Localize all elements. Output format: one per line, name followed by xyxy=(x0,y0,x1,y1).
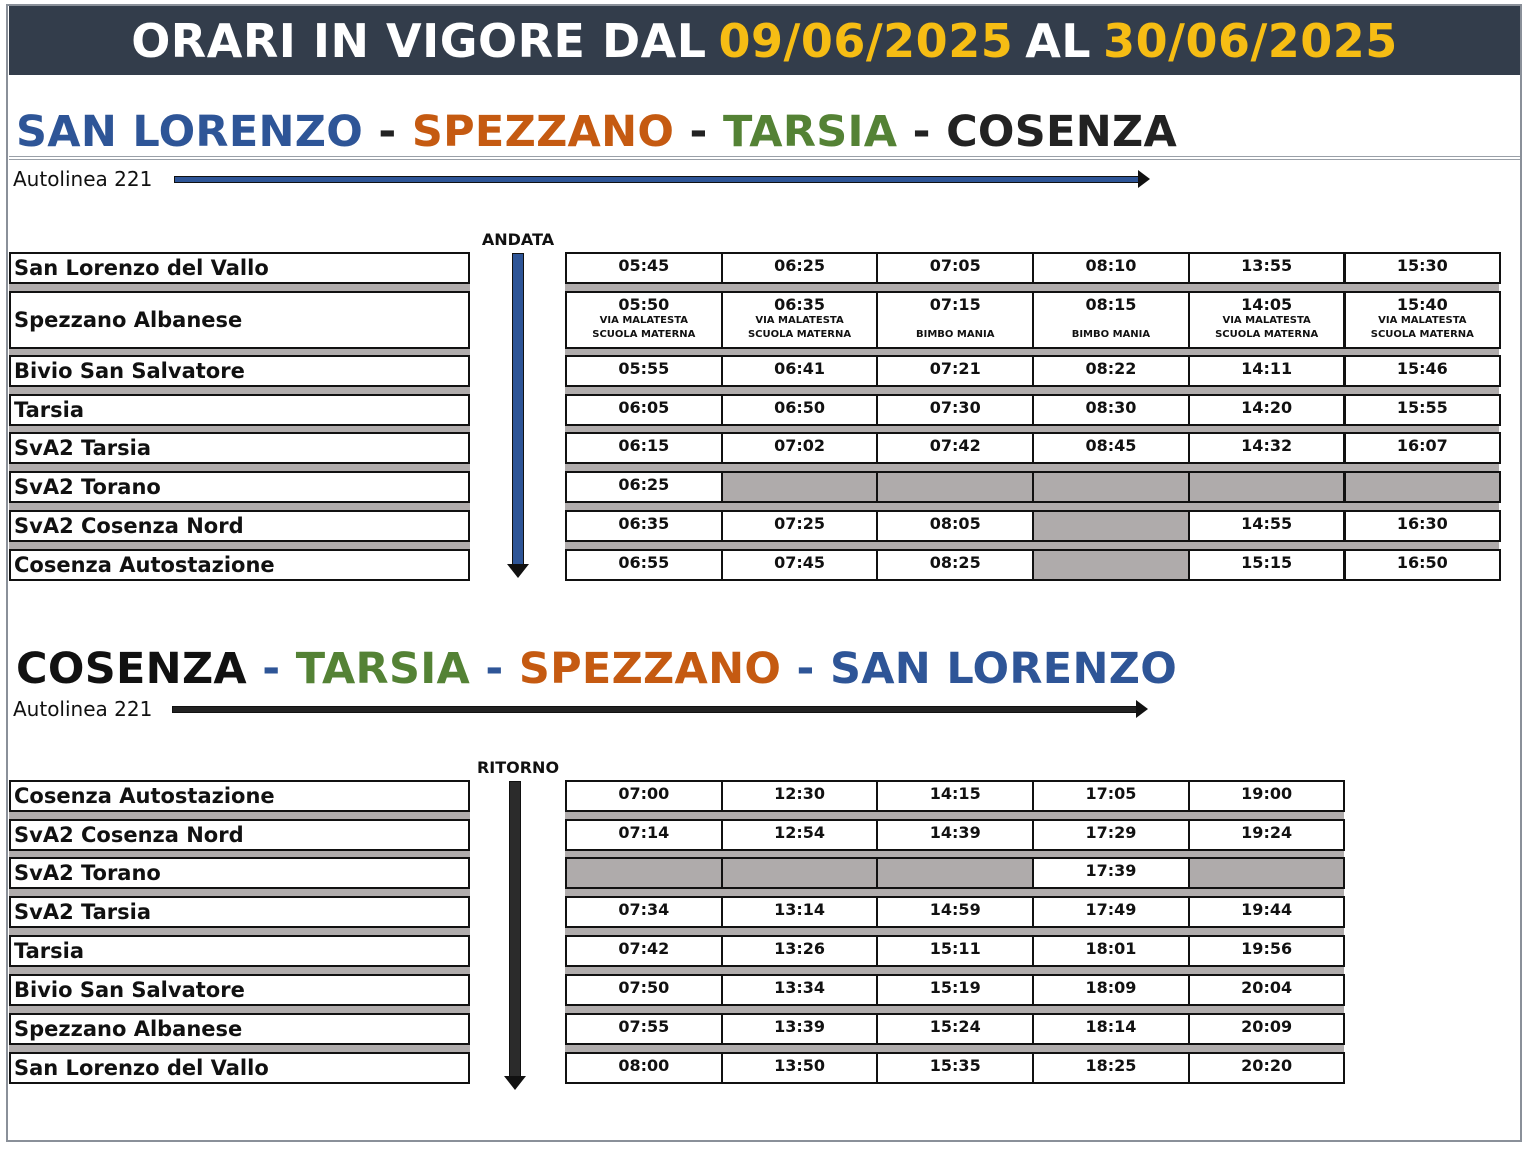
outbound-time-cell xyxy=(721,549,879,581)
inbound-times-gap xyxy=(565,967,1344,974)
outbound-time-cell xyxy=(721,432,879,464)
outbound-time-cell xyxy=(565,291,723,349)
outbound-arrow-down-icon xyxy=(507,253,529,578)
outbound-time-value: 15:15 xyxy=(1241,553,1293,572)
outbound-time-cell xyxy=(1188,510,1346,542)
inbound-direction-label: RITORNO xyxy=(476,758,560,777)
inbound-time-cell xyxy=(565,935,723,967)
outbound-time-cell xyxy=(876,291,1034,349)
inbound-title-part3: SPEZZANO xyxy=(518,644,782,694)
inbound-title-sep1: - xyxy=(247,644,296,694)
inbound-times-gap xyxy=(565,1006,1344,1013)
inbound-stop-row: Spezzano Albanese xyxy=(9,1013,470,1045)
outbound-stop-row: SvA2 Torano xyxy=(9,471,470,503)
outbound-times-gap xyxy=(565,387,1499,394)
inbound-time-value: 19:56 xyxy=(1241,939,1293,958)
inbound-stop-row: Tarsia xyxy=(9,935,470,967)
outbound-time-note: SCUOLA MATERNA xyxy=(747,329,852,340)
inbound-title-sep3: - xyxy=(781,644,830,694)
inbound-time-cell xyxy=(1032,780,1190,812)
outbound-time-cell xyxy=(1188,355,1346,387)
inbound-time-cell xyxy=(721,780,879,812)
outbound-time-note: SCUOLA MATERNA xyxy=(592,329,696,340)
outbound-time-value: 15:30 xyxy=(1396,256,1448,275)
outbound-title-sep3: - xyxy=(897,107,947,157)
inbound-times-gap xyxy=(565,928,1344,935)
date-from: 09/06/2025 xyxy=(718,13,1014,68)
outbound-time-cell xyxy=(876,394,1034,426)
inbound-time-cell xyxy=(1032,819,1190,851)
header-middle: AL xyxy=(1025,13,1092,68)
inbound-time-cell xyxy=(565,780,723,812)
outbound-title-sep2: - xyxy=(674,107,723,157)
outbound-separator xyxy=(9,156,1520,160)
inbound-time-value: 19:44 xyxy=(1241,900,1293,919)
inbound-time-cell xyxy=(876,857,1034,889)
inbound-time-value: 18:14 xyxy=(1085,1017,1137,1036)
inbound-time-cell xyxy=(876,819,1034,851)
inbound-stop-gap xyxy=(9,1045,470,1052)
outbound-title-part2: SPEZZANO xyxy=(411,107,675,157)
inbound-time-value: 15:35 xyxy=(929,1056,981,1075)
outbound-time-cell xyxy=(1344,432,1502,464)
inbound-time-cell xyxy=(1032,896,1190,928)
inbound-stop-row: Cosenza Autostazione xyxy=(9,780,470,812)
outbound-time-cell xyxy=(1032,510,1190,542)
outbound-stop-row: Tarsia xyxy=(9,394,470,426)
inbound-time-value: 15:19 xyxy=(929,978,981,997)
inbound-time-cell xyxy=(721,974,879,1006)
outbound-time-note: VIA MALATESTA xyxy=(1222,315,1311,326)
outbound-time-value: 07:30 xyxy=(929,398,981,417)
inbound-time-value: 07:42 xyxy=(618,939,670,958)
outbound-time-cell xyxy=(1032,394,1190,426)
outbound-stop-gap xyxy=(9,464,470,471)
outbound-time-cell xyxy=(565,252,723,284)
inbound-time-cell xyxy=(1032,935,1190,967)
inbound-stop-gap xyxy=(9,812,470,819)
inbound-title-part4: SAN LORENZO xyxy=(829,644,1178,694)
inbound-route-title xyxy=(16,644,1177,694)
outbound-time-value: 16:07 xyxy=(1396,436,1448,455)
validity-header xyxy=(9,6,1520,75)
outbound-time-value: 15:40 xyxy=(1396,295,1448,314)
inbound-time-value: 14:15 xyxy=(929,784,981,803)
inbound-time-cell xyxy=(1032,857,1190,889)
inbound-time-cell xyxy=(876,974,1034,1006)
outbound-stop-row: San Lorenzo del Vallo xyxy=(9,252,470,284)
outbound-time-cell xyxy=(1032,549,1190,581)
inbound-title-part2: TARSIA xyxy=(295,644,471,694)
inbound-stop-row: SvA2 Tarsia xyxy=(9,896,470,928)
outbound-time-cell xyxy=(721,471,879,503)
inbound-time-value: 17:49 xyxy=(1085,900,1137,919)
outbound-stop-row: Cosenza Autostazione xyxy=(9,549,470,581)
inbound-time-value: 15:24 xyxy=(929,1017,981,1036)
inbound-time-value: 18:09 xyxy=(1085,978,1137,997)
outbound-time-value: 07:02 xyxy=(774,436,825,455)
inbound-time-cell xyxy=(1188,935,1346,967)
outbound-arrow-right-icon xyxy=(174,173,1150,185)
inbound-time-value: 19:00 xyxy=(1241,784,1293,803)
inbound-time-cell xyxy=(721,1052,879,1084)
outbound-time-note: BIMBO MANIA xyxy=(916,329,995,340)
outbound-time-value: 06:35 xyxy=(774,295,825,314)
outbound-time-cell xyxy=(1344,549,1502,581)
outbound-time-cell xyxy=(721,252,879,284)
inbound-stop-gap xyxy=(9,889,470,896)
outbound-time-value: 07:25 xyxy=(774,514,825,533)
outbound-time-cell xyxy=(565,471,723,503)
inbound-time-cell xyxy=(1188,1013,1346,1045)
outbound-time-cell xyxy=(1188,549,1346,581)
inbound-time-cell xyxy=(565,819,723,851)
outbound-time-note: SCUOLA MATERNA xyxy=(1215,329,1319,340)
outbound-time-note xyxy=(1034,314,1188,328)
outbound-time-cell xyxy=(565,549,723,581)
outbound-time-value: 06:41 xyxy=(774,359,825,378)
outbound-time-value: 06:25 xyxy=(774,256,825,275)
outbound-time-cell xyxy=(1188,471,1346,503)
inbound-time-value: 13:26 xyxy=(774,939,825,958)
inbound-time-cell xyxy=(721,857,879,889)
outbound-time-cell xyxy=(1032,432,1190,464)
inbound-time-value: 12:30 xyxy=(774,784,825,803)
outbound-time-value: 13:55 xyxy=(1241,256,1293,275)
inbound-time-cell xyxy=(721,1013,879,1045)
outbound-stop-gap xyxy=(9,542,470,549)
inbound-time-cell xyxy=(876,935,1034,967)
inbound-time-value: 14:39 xyxy=(929,823,981,842)
inbound-time-value: 13:34 xyxy=(774,978,825,997)
outbound-direction-label: ANDATA xyxy=(481,230,555,249)
outbound-time-value: 07:15 xyxy=(929,295,981,314)
inbound-stop-gap xyxy=(9,1006,470,1013)
outbound-times-gap xyxy=(565,542,1499,549)
outbound-time-cell xyxy=(876,355,1034,387)
outbound-time-value: 06:50 xyxy=(774,398,825,417)
inbound-times-gap xyxy=(565,889,1344,896)
outbound-time-cell xyxy=(876,252,1034,284)
inbound-arrow-right-icon xyxy=(172,703,1148,715)
inbound-time-cell xyxy=(1188,780,1346,812)
outbound-line-label: Autolinea 221 xyxy=(13,167,153,191)
outbound-time-value: 08:45 xyxy=(1085,436,1137,455)
inbound-time-cell xyxy=(876,896,1034,928)
inbound-stop-row: SvA2 Torano xyxy=(9,857,470,889)
inbound-time-value: 15:11 xyxy=(929,939,981,958)
outbound-time-value: 07:42 xyxy=(929,436,981,455)
outbound-time-value: 07:21 xyxy=(929,359,981,378)
inbound-line-label: Autolinea 221 xyxy=(13,697,153,721)
outbound-time-cell xyxy=(1344,394,1502,426)
outbound-time-cell xyxy=(1188,291,1346,349)
outbound-time-cell xyxy=(876,549,1034,581)
outbound-time-value: 14:32 xyxy=(1241,436,1293,455)
inbound-times-gap xyxy=(565,1045,1344,1052)
outbound-time-cell xyxy=(876,432,1034,464)
outbound-time-value: 16:30 xyxy=(1396,514,1448,533)
outbound-times-gap xyxy=(565,464,1499,471)
inbound-stop-row: San Lorenzo del Vallo xyxy=(9,1052,470,1084)
outbound-time-note xyxy=(878,314,1032,328)
header-prefix: ORARI IN VIGORE DAL xyxy=(131,13,707,68)
outbound-route-title xyxy=(16,107,1177,157)
inbound-time-cell xyxy=(565,896,723,928)
inbound-time-value: 13:14 xyxy=(774,900,825,919)
outbound-time-value: 05:55 xyxy=(618,359,670,378)
inbound-time-cell xyxy=(565,1013,723,1045)
inbound-time-cell xyxy=(1188,1052,1346,1084)
outbound-time-value: 08:30 xyxy=(1085,398,1137,417)
outbound-time-value: 06:15 xyxy=(618,436,670,455)
inbound-time-cell xyxy=(565,1052,723,1084)
outbound-stop-gap xyxy=(9,503,470,510)
inbound-time-cell xyxy=(1032,1052,1190,1084)
outbound-time-value: 08:05 xyxy=(929,514,981,533)
inbound-time-cell xyxy=(1188,857,1346,889)
outbound-title-part4: COSENZA xyxy=(946,107,1178,157)
inbound-time-cell xyxy=(1032,974,1190,1006)
outbound-time-note: SCUOLA MATERNA xyxy=(1370,329,1474,340)
outbound-time-value: 14:55 xyxy=(1241,514,1293,533)
inbound-time-value: 13:50 xyxy=(774,1056,825,1075)
outbound-time-value: 08:22 xyxy=(1085,359,1137,378)
inbound-stop-gap xyxy=(9,967,470,974)
outbound-time-value: 14:20 xyxy=(1241,398,1293,417)
outbound-time-cell xyxy=(1032,252,1190,284)
outbound-time-cell xyxy=(1032,291,1190,349)
outbound-time-value: 08:10 xyxy=(1085,256,1137,275)
outbound-time-value: 05:45 xyxy=(618,256,670,275)
outbound-stop-row: Spezzano Albanese xyxy=(9,291,470,349)
outbound-time-value: 08:15 xyxy=(1085,295,1137,314)
outbound-time-cell xyxy=(1188,432,1346,464)
outbound-stop-row: Bivio San Salvatore xyxy=(9,355,470,387)
outbound-times-gap xyxy=(565,503,1499,510)
outbound-time-cell xyxy=(1032,355,1190,387)
inbound-title-sep2: - xyxy=(470,644,519,694)
outbound-time-cell xyxy=(1344,252,1502,284)
outbound-time-value: 16:50 xyxy=(1396,553,1448,572)
outbound-time-value: 15:55 xyxy=(1396,398,1448,417)
inbound-stop-gap xyxy=(9,928,470,935)
outbound-title-sep1: - xyxy=(363,107,412,157)
outbound-stop-gap xyxy=(9,284,470,291)
inbound-time-value: 20:04 xyxy=(1241,978,1293,997)
inbound-time-cell xyxy=(1188,974,1346,1006)
inbound-time-value: 12:54 xyxy=(774,823,825,842)
date-to: 30/06/2025 xyxy=(1103,13,1398,68)
inbound-time-value: 19:24 xyxy=(1241,823,1293,842)
inbound-times-gap xyxy=(565,812,1344,819)
inbound-time-value: 18:25 xyxy=(1085,1056,1137,1075)
inbound-time-value: 17:29 xyxy=(1085,823,1137,842)
inbound-time-value: 18:01 xyxy=(1085,939,1137,958)
outbound-time-cell xyxy=(1032,471,1190,503)
outbound-times-gap xyxy=(565,284,1499,291)
outbound-time-cell xyxy=(876,510,1034,542)
outbound-time-note: BIMBO MANIA xyxy=(1071,329,1151,340)
inbound-time-cell xyxy=(721,819,879,851)
outbound-time-value: 08:25 xyxy=(929,553,981,572)
outbound-stop-gap xyxy=(9,387,470,394)
inbound-time-value: 07:55 xyxy=(618,1017,670,1036)
outbound-time-cell xyxy=(1344,291,1502,349)
outbound-time-cell xyxy=(721,291,879,349)
outbound-time-cell xyxy=(565,510,723,542)
outbound-time-value: 06:25 xyxy=(618,475,670,494)
inbound-time-value: 17:05 xyxy=(1085,784,1137,803)
outbound-time-value: 06:05 xyxy=(618,398,670,417)
outbound-stop-row: SvA2 Tarsia xyxy=(9,432,470,464)
inbound-time-cell xyxy=(876,1013,1034,1045)
inbound-time-value: 07:50 xyxy=(618,978,670,997)
inbound-time-cell xyxy=(565,974,723,1006)
inbound-time-cell xyxy=(565,857,723,889)
inbound-time-cell xyxy=(721,935,879,967)
inbound-title-part1: COSENZA xyxy=(16,644,247,694)
outbound-time-value: 07:45 xyxy=(774,553,825,572)
inbound-time-value: 08:00 xyxy=(618,1056,670,1075)
outbound-time-value: 05:50 xyxy=(618,295,670,314)
outbound-time-cell xyxy=(565,355,723,387)
inbound-time-cell xyxy=(1032,1013,1190,1045)
outbound-time-cell xyxy=(1344,471,1502,503)
outbound-time-cell xyxy=(876,471,1034,503)
outbound-time-note: VIA MALATESTA xyxy=(599,315,689,326)
inbound-arrow-down-icon xyxy=(504,781,526,1090)
outbound-time-note: VIA MALATESTA xyxy=(755,315,844,326)
outbound-time-note: VIA MALATESTA xyxy=(1378,315,1467,326)
outbound-time-cell xyxy=(1188,252,1346,284)
outbound-title-part3: TARSIA xyxy=(722,107,898,157)
outbound-time-value: 06:55 xyxy=(618,553,670,572)
inbound-time-cell xyxy=(876,1052,1034,1084)
inbound-time-cell xyxy=(1188,819,1346,851)
inbound-time-value: 14:59 xyxy=(929,900,981,919)
inbound-time-value: 13:39 xyxy=(774,1017,825,1036)
outbound-time-cell xyxy=(1344,510,1502,542)
outbound-time-value: 15:46 xyxy=(1396,359,1448,378)
inbound-time-value: 07:14 xyxy=(618,823,670,842)
outbound-time-cell xyxy=(565,432,723,464)
inbound-stop-row: SvA2 Cosenza Nord xyxy=(9,819,470,851)
outbound-stop-row: SvA2 Cosenza Nord xyxy=(9,510,470,542)
inbound-time-cell xyxy=(721,896,879,928)
inbound-time-cell xyxy=(876,780,1034,812)
outbound-time-cell xyxy=(721,394,879,426)
inbound-time-value: 07:34 xyxy=(618,900,670,919)
inbound-time-value: 20:09 xyxy=(1241,1017,1293,1036)
outbound-title-part1: SAN LORENZO xyxy=(16,107,364,157)
inbound-time-value: 07:00 xyxy=(618,784,670,803)
inbound-time-value: 20:20 xyxy=(1241,1056,1293,1075)
outbound-time-cell xyxy=(721,510,879,542)
inbound-stop-row: Bivio San Salvatore xyxy=(9,974,470,1006)
inbound-time-cell xyxy=(1188,896,1346,928)
outbound-time-value: 07:05 xyxy=(929,256,981,275)
inbound-time-value: 17:39 xyxy=(1085,861,1137,880)
outbound-time-value: 14:11 xyxy=(1241,359,1293,378)
outbound-time-value: 14:05 xyxy=(1241,295,1293,314)
outbound-time-cell xyxy=(1344,355,1502,387)
outbound-time-cell xyxy=(565,394,723,426)
outbound-time-value: 06:35 xyxy=(618,514,670,533)
outbound-time-cell xyxy=(721,355,879,387)
outbound-time-cell xyxy=(1188,394,1346,426)
